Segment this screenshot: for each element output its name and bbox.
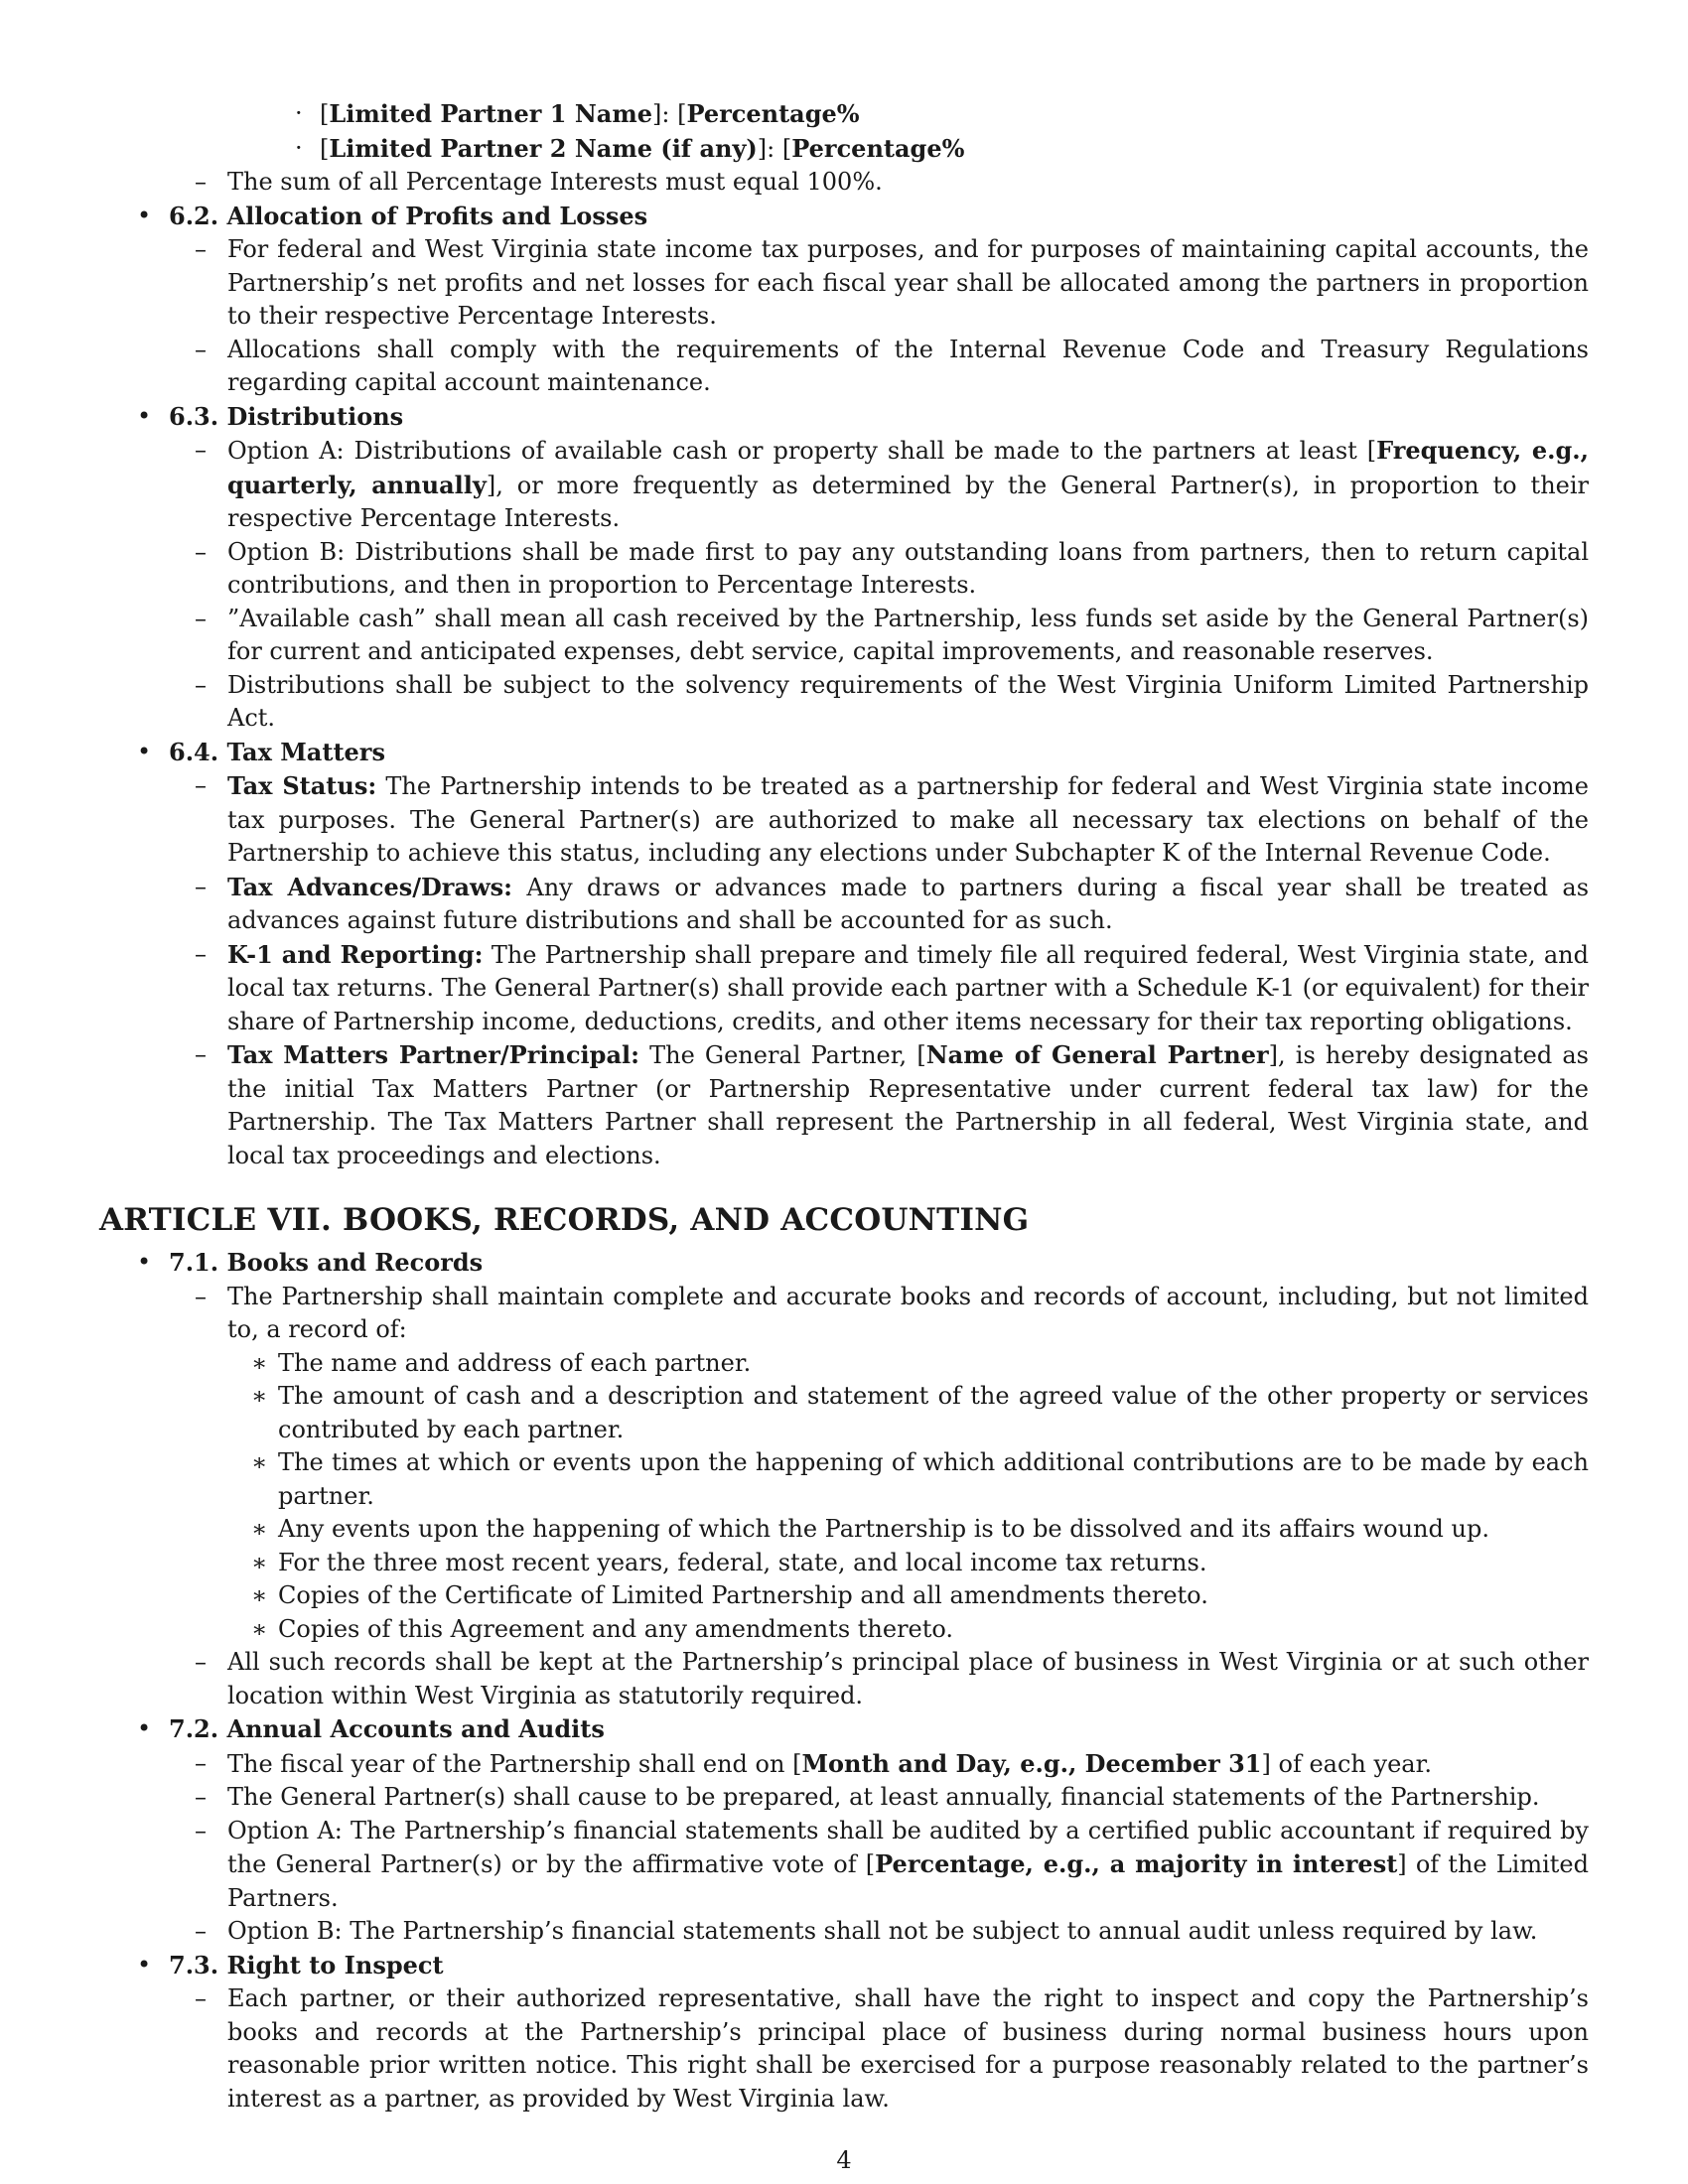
list-item: – Option B: The Partnership’s financial statements shall not be subject to annual audit unless required by law. [99, 1915, 1589, 1949]
document-page [99, 97, 1589, 2116]
page-number: 4 [836, 2146, 852, 2174]
list-item: – Option A: Distributions of available cash or property shall be made to the partners at least [Frequency, e.g., quarterly, annually], or more frequently as determined by the General Partner(s), in proportion to their respective Percentage Interests. [195, 436, 1589, 532]
bullet-marker: • [137, 1714, 152, 1742]
list-item: – Each partner, or their authorized representative, shall have the right to inspect and copy the Partnership’s books and records at the Partnership’s principal place of business during normal business hours upon reasonable prior written notice. This right shall be exercised for a purpose reasonably related to the partner’s interest as a partner, as provided by West Virginia law. [195, 1984, 1589, 2113]
list-item: – All such records shall be kept at the Partnership’s principal place of business in West Virginia or at such other location within West Virginia as statutorily required. [195, 1648, 1589, 1709]
article-7-heading: ARTICLE VII. BOOKS, RECORDS, AND ACCOUNTING [99, 1202, 1030, 1238]
placeholder-percentage: Percentage [686, 99, 837, 128]
bullet-marker: • [137, 201, 152, 229]
percentage-sum-text: The sum of all Percentage Interests must equal 100%. [227, 168, 883, 196]
list-item: ∗ The amount of cash and a description and statement of the agreed value of the other property or services contributed by each partner. [251, 1382, 1589, 1443]
bullet-marker: • [137, 401, 152, 430]
list-item [99, 166, 1589, 200]
dash-marker: – [195, 1748, 207, 1777]
list-item: – For federal and West Virginia state income tax purposes, and for purposes of maintaining capital accounts, the Partnership’s net profits and net losses for each fiscal year shall be allocated among the partners in proportion to their respective Percentage Interests. [195, 235, 1589, 330]
dash-marker: – [195, 872, 207, 900]
list-item: · [Limited Partner 2 Name (if any)]: [Percentage% [99, 132, 1589, 167]
dash-marker: – [195, 771, 207, 799]
list-item: – The General Partner(s) shall cause to be prepared, at least annually, financial statements of the Partnership. [99, 1781, 1589, 1815]
dash-marker: – [195, 1648, 207, 1676]
list-item: – The Partnership shall maintain complete and accurate books and records of account, including, but not limited to, a record of: [195, 1282, 1589, 1343]
star-marker: ∗ [251, 1348, 268, 1377]
dash-marker: – [195, 939, 207, 968]
dash-marker: – [195, 168, 207, 196]
star-marker: ∗ [251, 1548, 268, 1576]
placeholder-frequency: Frequency, e.g., quarterly, annually [227, 436, 1589, 499]
list-item: – Option A: The Partnership’s financial statements shall be audited by a certified public accountant if required by the General Partner(s) or by the affirmative vote of [Percentage, e.g., a majority in interest] of the Limited Partners. [195, 1816, 1589, 1912]
star-marker: ∗ [251, 1448, 268, 1476]
placeholder-percentage-majority: Percentage, e.g., a majority in interest [875, 1849, 1398, 1878]
list-item: – Distributions shall be subject to the solvency requirements of the West Virginia Uniform Limited Partnership Act. [195, 670, 1589, 732]
placeholder-general-partner-name: Name of General Partner [925, 1040, 1269, 1069]
list-item: ∗ For the three most recent years, federal, state, and local income tax returns. [99, 1547, 1589, 1580]
section-7-2-heading: • 7.2. Annual Accounts and Audits [99, 1712, 1589, 1747]
placeholder-limited-partner-2: Limited Partner 2 Name (if any) [329, 133, 758, 163]
list-item: ∗ Any events upon the happening of which the Partnership is to be dissolved and its affairs wound up. [99, 1513, 1589, 1547]
dash-marker: – [195, 1984, 207, 2012]
list-item: ∗ The name and address of each partner. [99, 1347, 1589, 1381]
dash-marker: – [195, 537, 207, 566]
star-marker: ∗ [251, 1581, 268, 1609]
dash-marker: – [195, 436, 207, 464]
list-item: – Tax Advances/Draws: Any draws or advances made to partners during a fiscal year shall be treated as advances against future distributions and shall be accounted for as such. [195, 872, 1590, 934]
list-item: – The fiscal year of the Partnership shall end on [Month and Day, e.g., December 31] of each year. [99, 1747, 1589, 1782]
dash-marker: – [195, 604, 207, 632]
dash-marker: – [195, 1816, 207, 1844]
dash-marker: – [195, 1282, 207, 1310]
placeholder-percentage: Percentage [791, 133, 942, 163]
bullet-marker: • [137, 737, 152, 765]
dash-marker: – [195, 1040, 207, 1068]
placeholder-limited-partner-1: Limited Partner 1 Name [329, 99, 652, 128]
list-item: · [Limited Partner 1 Name]: [Percentage% [99, 97, 1589, 132]
dash-marker: – [195, 670, 207, 699]
dash-marker: – [195, 235, 207, 263]
section-7-3-heading: • 7.3. Right to Inspect [99, 1949, 1589, 1983]
section-6-4-heading: • 6.4. Tax Matters [99, 736, 1589, 770]
dash-marker: – [195, 1783, 207, 1811]
list-item: ∗ Copies of the Certificate of Limited Partnership and all amendments thereto. [99, 1579, 1589, 1613]
list-item: ∗ The times at which or events upon the happening of which additional contributions are to be made by each partner. [251, 1448, 1589, 1510]
placeholder-fiscal-year-end: Month and Day, e.g., December 31 [801, 1748, 1262, 1778]
list-item: – Allocations shall comply with the requirements of the Internal Revenue Code and Treasury Regulations regarding capital account maintenance. [195, 335, 1589, 396]
dash-marker: – [195, 1917, 207, 1945]
section-7-1-heading: • 7.1. Books and Records [99, 1246, 1589, 1281]
list-item: – K-1 and Reporting: The Partnership shall prepare and timely file all required federal, West Virginia state, and local tax returns. The General Partner(s) shall provide each partner with a Schedule K-1 (or equivalent) for their share of Partnership income, deductions, credits, and other items necessary for their tax reporting obligations. [195, 939, 1589, 1035]
star-marker: ∗ [251, 1382, 268, 1410]
bullet-marker: • [137, 1950, 152, 1979]
list-item: ∗ Copies of this Agreement and any amendments thereto. [99, 1613, 1589, 1647]
section-6-2-heading: • 6.2. Allocation of Profits and Losses [99, 200, 1589, 234]
middle-dot-marker: · [295, 133, 303, 162]
bullet-marker: • [137, 1248, 152, 1276]
section-6-3-heading: • 6.3. Distributions [99, 400, 1589, 435]
dash-marker: – [195, 335, 207, 363]
star-marker: ∗ [251, 1614, 268, 1643]
star-marker: ∗ [251, 1515, 268, 1543]
list-item: – Tax Matters Partner/Principal: The General Partner, [Name of General Partner], is hereby designated as the initial Tax Matters Partner (or Partnership Representative under current federal tax law) for the Partnership. The Tax Matters Partner shall represent the Partnership in all federal, West Virginia state, and local tax proceedings and elections. [195, 1040, 1589, 1169]
list-item: – Tax Status: The Partnership intends to be treated as a partnership for federal and West Virginia state income tax purposes. The General Partner(s) are authorized to make all necessary tax elections on behalf of the Partnership to achieve this status, including any elections under Subchapter K of the Internal Revenue Code. [195, 771, 1589, 867]
list-item: – Option B: Distributions shall be made first to pay any outstanding loans from partners, then to return capital contributions, and then in proportion to Percentage Interests. [195, 537, 1589, 599]
middle-dot-marker: · [295, 99, 303, 127]
list-item: – ”Available cash” shall mean all cash received by the Partnership, less funds set aside by the General Partner(s) for current and anticipated expenses, debt service, capital improvements, and reasonable reserves. [195, 604, 1589, 665]
